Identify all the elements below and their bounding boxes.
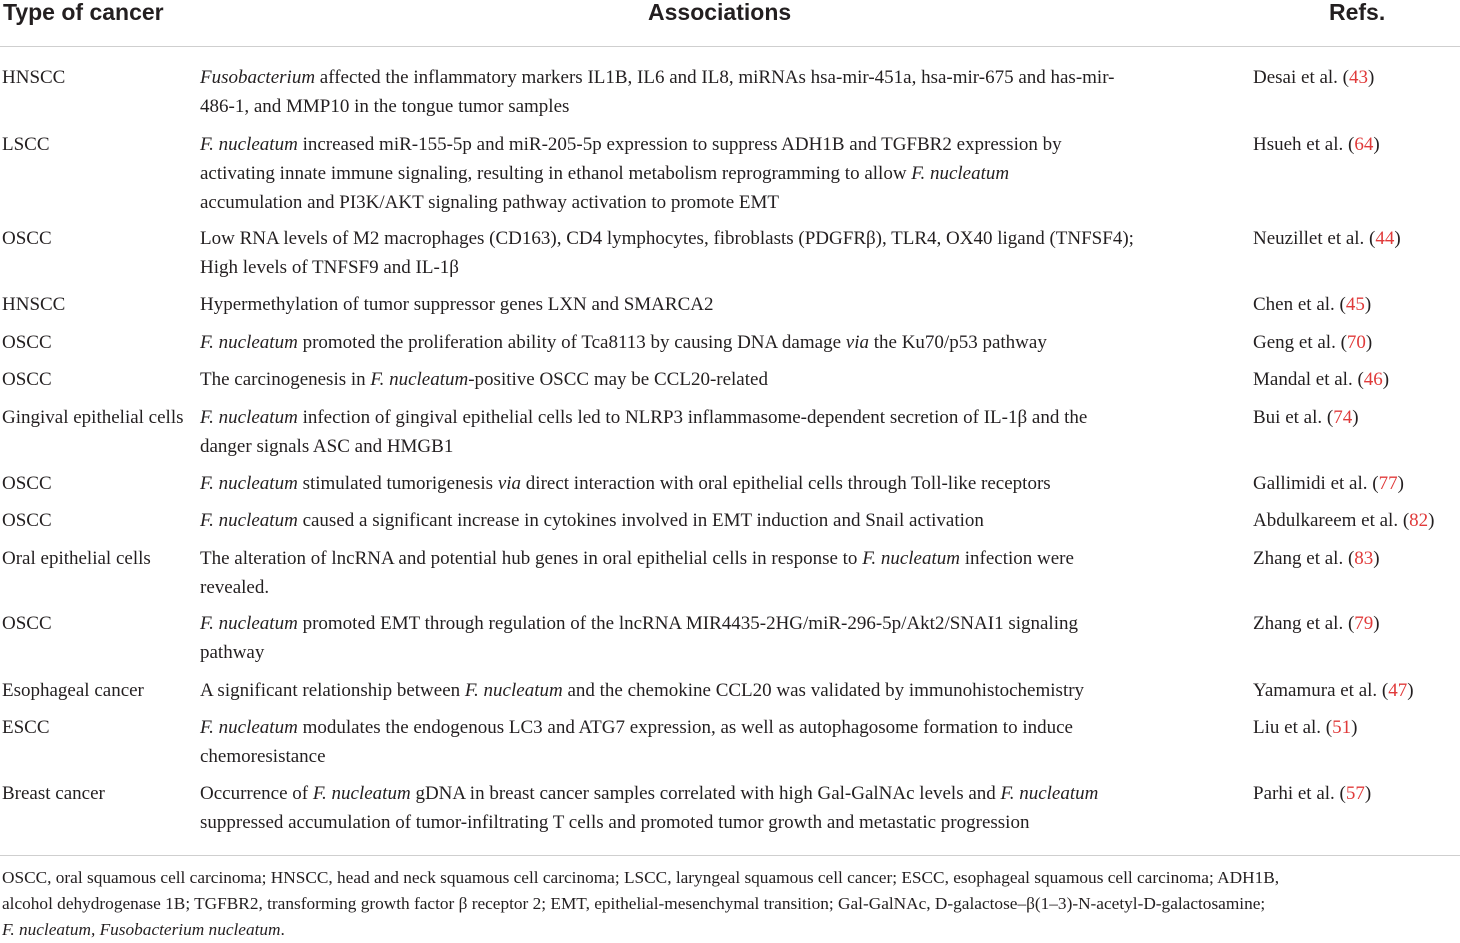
ref-author: Zhang et al. ( — [1253, 548, 1355, 569]
ref-author: Bui et al. ( — [1253, 407, 1334, 428]
italic-term: F. nucleatum — [200, 473, 298, 494]
italic-term: Fusobacterium — [200, 67, 316, 88]
ref-link[interactable]: 70 — [1346, 332, 1366, 353]
cell-type: Gingival epithelial cells — [2, 407, 184, 428]
italic-term: via — [845, 332, 869, 353]
cell-ref — [1253, 469, 1460, 498]
table-bottom-rule — [0, 855, 1460, 856]
ref-link[interactable]: 57 — [1345, 783, 1365, 804]
italic-term: F. nucleatum — [312, 783, 411, 804]
ref-paren: ) — [1373, 134, 1380, 155]
cell-ref — [1253, 290, 1460, 319]
cell-type: OSCC — [2, 332, 52, 353]
ref-author: Liu et al. ( — [1253, 717, 1333, 738]
ref-paren: ) — [1373, 613, 1380, 634]
italic-term: F. nucleatum — [200, 510, 298, 531]
cell-association: F. nucleatum promoted EMT through regulation of the lncRNA MIR4435-2HG/miR-296-5p/Akt2/SNAI1 signaling pathway — [200, 613, 1078, 663]
italic-term: F. nucleatum — [200, 613, 298, 634]
ref-author: Mandal et al. ( — [1253, 369, 1364, 390]
table-header — [0, 0, 1460, 47]
cell-type: OSCC — [2, 510, 52, 531]
cell-ref — [1253, 609, 1460, 638]
ref-author: Neuzillet et al. ( — [1253, 228, 1376, 249]
cell-ref — [1253, 506, 1460, 535]
ref-paren: ) — [1373, 548, 1380, 569]
cell-ref — [1253, 403, 1460, 432]
cell-association: F. nucleatum infection of gingival epithelial cells led to NLRP3 inflammasome-dependent secretion of IL-1β and the danger signals ASC and HMGB1 — [200, 407, 1088, 457]
ref-author: Desai et al. ( — [1253, 67, 1350, 88]
ref-paren: ) — [1364, 783, 1372, 804]
italic-term: F. nucleatum — [200, 717, 298, 738]
ref-author: Abdulkareem et al. ( — [1253, 510, 1410, 531]
italic-term: F. nucleatum — [200, 332, 298, 353]
cell-type: Breast cancer — [2, 783, 105, 804]
ref-link[interactable]: 46 — [1363, 369, 1383, 390]
cell-ref — [1253, 676, 1460, 705]
italic-term: F. nucleatum — [200, 407, 298, 428]
cell-type: HNSCC — [2, 294, 66, 315]
ref-link[interactable]: 43 — [1349, 67, 1369, 88]
ref-link[interactable]: 83 — [1354, 548, 1374, 569]
ref-author: Zhang et al. ( — [1253, 613, 1355, 634]
ref-author: Geng et al. ( — [1253, 332, 1347, 353]
ref-author: Yamamura et al. ( — [1253, 680, 1389, 701]
cell-ref — [1253, 365, 1460, 394]
ref-paren: ) — [1365, 332, 1373, 353]
cell-ref — [1253, 779, 1460, 808]
italic-term: F. nucleatum — [464, 680, 563, 701]
cell-type: Oral epithelial cells — [2, 548, 151, 569]
ref-link[interactable]: 44 — [1375, 228, 1395, 249]
cell-association: F. nucleatum modulates the endogenous LC3 and ATG7 expression, as well as autophagosome formation to induce chemoresistance — [200, 717, 1073, 767]
ref-link[interactable]: 77 — [1378, 473, 1398, 494]
cell-association: Occurrence of F. nucleatum gDNA in breast cancer samples correlated with high Gal-GalNAc levels and F. nucleatum suppressed accumulation of tumor-infiltrating T cells and promoted tumor growth and metastatic progression — [200, 783, 1099, 833]
header-refs: Refs. — [1329, 0, 1386, 25]
cell-association: F. nucleatum caused a significant increase in cytokines involved in EMT induction and Snail activation — [200, 510, 984, 531]
cell-type: OSCC — [2, 369, 52, 390]
cell-type: OSCC — [2, 613, 52, 634]
ref-author: Hsueh et al. ( — [1253, 134, 1355, 155]
cell-association: The alteration of lncRNA and potential hub genes in oral epithelial cells in response to F. nucleatum infection were revealed. — [200, 548, 1074, 598]
ref-paren: ) — [1428, 510, 1435, 531]
cell-ref — [1253, 130, 1460, 159]
ref-author: Chen et al. ( — [1253, 294, 1346, 315]
ref-author: Gallimidi et al. ( — [1253, 473, 1379, 494]
cell-association: Hypermethylation of tumor suppressor genes LXN and SMARCA2 — [200, 294, 714, 315]
italic-term: F. nucleatum — [370, 369, 469, 390]
cell-association: Low RNA levels of M2 macrophages (CD163), CD4 lymphocytes, fibroblasts (PDGFRβ), TLR4, OX40 ligand (TNFSF4); High levels of TNFSF9 and IL-1β — [200, 228, 1134, 278]
ref-paren: ) — [1351, 717, 1358, 738]
cell-type: LSCC — [2, 134, 50, 155]
header-type-of-cancer: Type of cancer — [3, 0, 164, 25]
ref-paren: ) — [1397, 473, 1404, 494]
ref-link[interactable]: 47 — [1388, 680, 1408, 701]
italic-term: via — [497, 473, 522, 494]
italic-term: F. nucleatum — [862, 548, 960, 569]
cell-ref — [1253, 63, 1460, 92]
cell-association: F. nucleatum increased miR-155-5p and miR-205-5p expression to suppress ADH1B and TGFBR2 expression by activating innate immune signaling, resulting in ethanol metabolism reprogramming to allow F. nucleatum accumulation and PI3K/AKT signaling pathway activation to promote EMT — [200, 134, 1062, 213]
cell-association: A significant relationship between F. nucleatum and the chemokine CCL20 was validated by immunohistochemistry — [200, 680, 1085, 701]
cell-association: The carcinogenesis in F. nucleatum-positive OSCC may be CCL20-related — [200, 369, 768, 390]
ref-link[interactable]: 82 — [1409, 510, 1429, 531]
cell-association: F. nucleatum stimulated tumorigenesis via direct interaction with oral epithelial cells through Toll-like receptors — [200, 473, 1051, 494]
ref-paren: ) — [1368, 67, 1375, 88]
cell-type: OSCC — [2, 228, 52, 249]
ref-paren: ) — [1407, 680, 1414, 701]
cell-ref — [1253, 713, 1460, 742]
ref-link[interactable]: 74 — [1333, 407, 1353, 428]
ref-paren: ) — [1352, 407, 1359, 428]
cell-ref — [1253, 328, 1460, 357]
italic-term: F. nucleatum — [200, 134, 298, 155]
cell-type: Esophageal cancer — [2, 680, 144, 701]
cell-type: ESCC — [2, 717, 50, 738]
table-footnote: OSCC, oral squamous cell carcinoma; HNSCC, head and neck squamous cell carcinoma; LSCC, laryngeal squamous cell cancer; ESCC, esophageal squamous cell carcinoma; ADH1B, alcohol dehydrogenase 1B; TGFBR2, transforming growth factor β receptor 2; EMT, epithelial-mesenchymal transition; Gal-GalNAc, D-galactose–β(1–3)-N-acetyl-D-galactosamine; F. nucleatum, Fusobacterium nucleatum. — [2, 868, 1280, 939]
cell-ref — [1253, 544, 1460, 573]
ref-link[interactable]: 79 — [1354, 613, 1374, 634]
ref-link[interactable]: 51 — [1332, 717, 1352, 738]
italic-term: F. nucleatum — [911, 163, 1010, 184]
ref-link[interactable]: 64 — [1354, 134, 1374, 155]
ref-paren: ) — [1364, 294, 1372, 315]
cell-association: Fusobacterium affected the inflammatory markers IL1B, IL6 and IL8, miRNAs hsa-mir-451a, hsa-mir-675 and has-mir- 486-1, and MMP10 in the tongue tumor samples — [200, 67, 1115, 117]
cell-type: OSCC — [2, 473, 52, 494]
header-associations: Associations — [648, 0, 792, 25]
ref-author: Parhi et al. ( — [1253, 783, 1346, 804]
cell-type: HNSCC — [2, 67, 66, 88]
ref-paren: ) — [1382, 369, 1390, 390]
italic-term: F. nucleatum, Fusobacterium nucleatum — [2, 920, 281, 939]
cell-ref — [1253, 224, 1460, 253]
cell-association: F. nucleatum promoted the proliferation ability of Tca8113 by causing DNA damage via the Ku70/p53 pathway — [200, 332, 1047, 353]
ref-paren: ) — [1394, 228, 1401, 249]
italic-term: F. nucleatum — [1000, 783, 1099, 804]
ref-link[interactable]: 45 — [1345, 294, 1365, 315]
